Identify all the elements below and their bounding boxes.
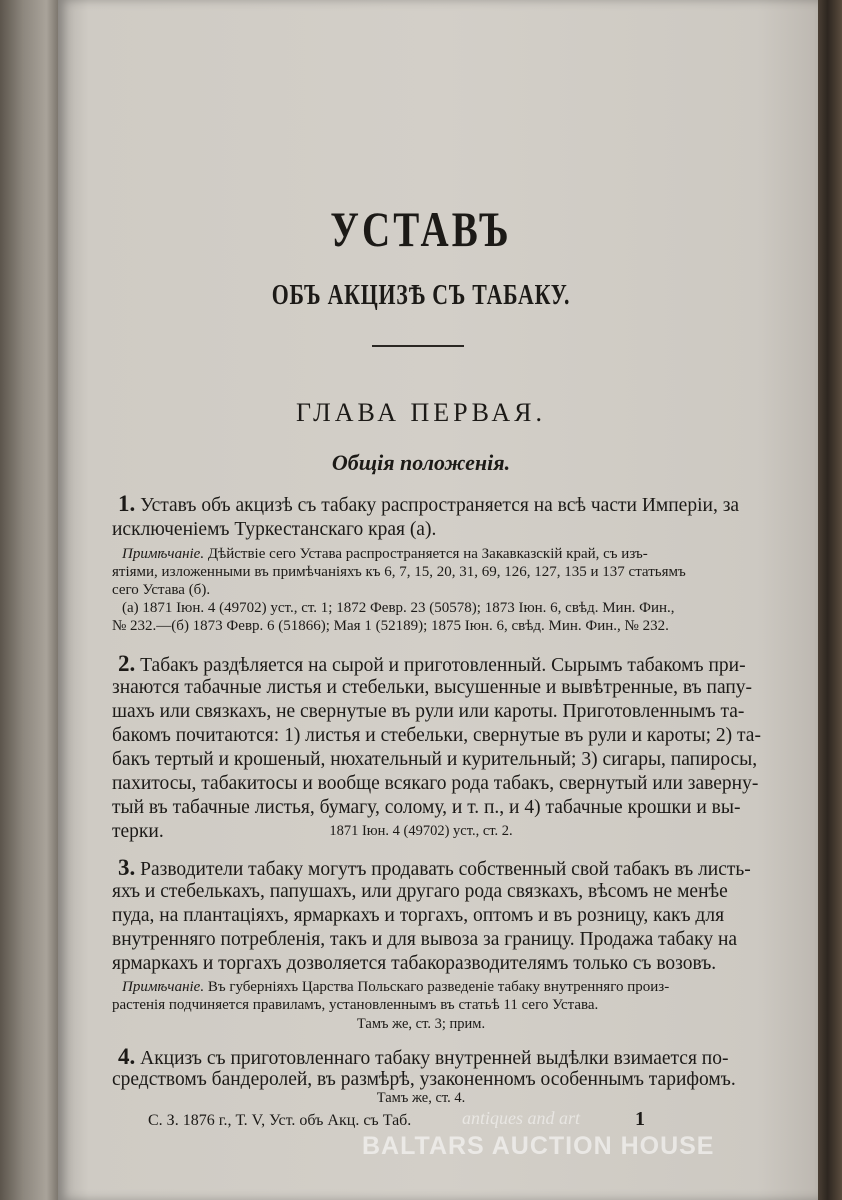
article-2-line: 2. Табакъ раздѣляется на сырой и приготовленный. Сырымъ табакомъ при-: [118, 651, 746, 676]
article-number: 3.: [118, 855, 136, 880]
article-3-line: пуда, на плантаціяхъ, ярмаркахъ и торгахъ, оптомъ и въ розницу, какъ для: [112, 905, 725, 926]
article-3-note: Примѣчаніе. Въ губерніяхъ Царства Польскаго разведеніе табаку внутренняго произ-: [122, 979, 670, 995]
article-3-note-line: растенія подчиняется правиламъ, установленнымъ въ статьѣ 11 сего Устава.: [112, 997, 599, 1013]
article-2-line: пахитосы, табакитосы и вообще всякаго рода табакъ, свернутый или заверну-: [112, 773, 759, 794]
article-2-line: бакомъ почитаются: 1) листья и стебельки, свернутые въ рули и кароты; 2) та-: [112, 725, 761, 746]
article-1-note-line: ятіями, изложенными въ примѣчаніяхъ къ 6, 7, 15, 20, 31, 69, 126, 127, 135 и 137 статьямъ: [112, 564, 686, 580]
article-2-citation: 1871 Іюн. 4 (49702) уст., ст. 2.: [329, 823, 513, 839]
article-3-line: яхъ и стебелькахъ, папушахъ, или другаго рода связкахъ, вѣсомъ не менѣе: [112, 881, 728, 902]
watermark-logo: BALTARS AUCTION HOUSE: [362, 1132, 715, 1160]
article-4-line: средствомъ бандеролей, въ размѣрѣ, узаконенномъ особеннымъ тарифомъ.: [112, 1069, 736, 1090]
page-number: 1: [635, 1108, 645, 1130]
article-3-line: ярмаркахъ и торгахъ дозволяется табакоразводителямъ только съ возовъ.: [112, 953, 717, 974]
title-divider: [372, 345, 464, 347]
article-2-line: тый въ табачные листья, бумагу, солому, и т. п., и 4) табачные крошки и вы-: [112, 797, 741, 818]
article-1-line: исключеніемъ Туркестанскаго края (а).: [112, 519, 437, 540]
article-4-line: 4. Акцизъ съ приготовленнаго табаку внутренней выдѣлки взимается по-: [118, 1044, 729, 1069]
article-number: 4.: [118, 1044, 136, 1069]
page-footer: С. З. 1876 г., Т. V, Уст. объ Акц. съ Таб.: [148, 1112, 412, 1129]
article-3-citation: Тамъ же, ст. 3; прим.: [356, 1016, 486, 1032]
article-number: 2.: [118, 651, 136, 676]
article-2-line: шахъ или связкахъ, не свернутые въ рули или кароты. Приготовленнымъ та-: [112, 701, 745, 722]
article-1-citation: № 232.—(б) 1873 Февр. 6 (51866); Мая 1 (52189); 1875 Іюн. 6, свѣд. Мин. Фин., № 232.: [112, 618, 669, 634]
article-1-note: Примѣчаніе. Дѣйствіе сего Устава распространяется на Закавказскій край, съ изъ-: [122, 546, 648, 562]
chapter-heading: ГЛАВА ПЕРВАЯ.: [296, 398, 546, 427]
note-label: Примѣчаніе.: [122, 979, 205, 995]
article-1-note-line: сего Устава (б).: [112, 582, 211, 598]
article-1-citation: (а) 1871 Іюн. 4 (49702) уст., ст. 1; 1872 Февр. 23 (50578); 1873 Іюн. 6, свѣд. Мин. Фин.,: [122, 600, 675, 616]
article-number: 1.: [118, 491, 136, 516]
article-3-line: 3. Разводители табаку могутъ продавать собственный свой табакъ въ листь-: [118, 855, 751, 880]
article-2-line: терки.: [112, 821, 164, 842]
document-subtitle: ОБЪ АКЦИЗѢ СЪ ТАБАКУ.: [271, 280, 571, 311]
article-2-line: знаются табачные листья и стебельки, высушенные и вывѣтренные, въ папу-: [112, 677, 753, 698]
article-1-line: 1. Уставъ объ акцизѣ съ табаку распространяется на всѣ части Имперіи, за: [118, 491, 740, 516]
note-label: Примѣчаніе.: [122, 546, 205, 562]
article-4-citation: Тамъ же, ст. 4.: [376, 1090, 466, 1106]
article-2-line: бакъ тертый и крошеный, нюхательный и курительный; 3) сигары, папиросы,: [112, 749, 758, 770]
watermark-tagline: antiques and art: [462, 1108, 581, 1128]
document-title: УСТАВЪ: [330, 201, 512, 257]
section-heading: Общія положенія.: [331, 450, 511, 475]
article-3-line: внутренняго потребленія, такъ и для вывоза за границу. Продажа табаку на: [112, 929, 738, 950]
